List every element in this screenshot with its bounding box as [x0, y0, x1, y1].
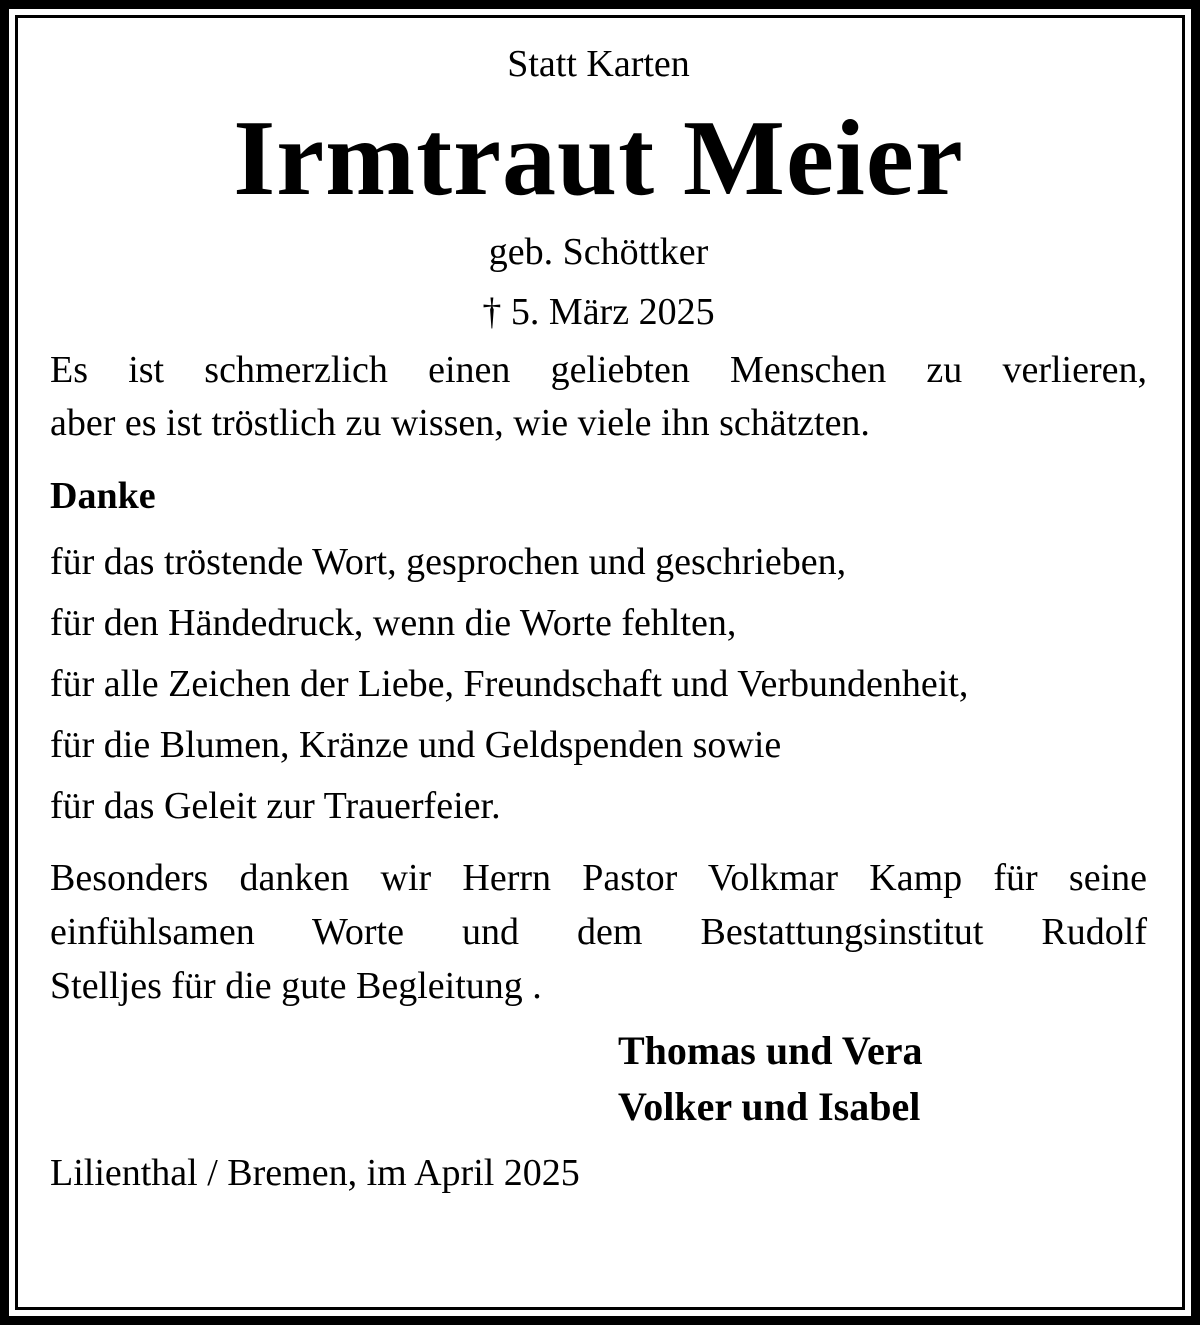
- intro-line-2: aber es ist tröstlich zu wissen, wie viele ihn schätzten.: [50, 402, 870, 444]
- danke-item: für den Händedruck, wenn die Worte fehlten,: [50, 602, 737, 644]
- special-thanks-line-3: Stelljes für die gute Begleitung .: [50, 965, 542, 1007]
- birth-name: geb. Schöttker: [488, 231, 709, 273]
- danke-item: für das tröstende Wort, gesprochen und geschrieben,: [50, 541, 847, 583]
- signature-line: Volker und Isabel: [618, 1084, 921, 1129]
- obituary-notice: [50, 40, 1147, 1197]
- death-date: † 5. März 2025: [482, 291, 715, 333]
- place-date: Lilienthal / Bremen, im April 2025: [50, 1152, 580, 1194]
- deceased-name: Irmtraut Meier: [233, 99, 964, 218]
- danke-item: für das Geleit zur Trauerfeier.: [50, 785, 501, 827]
- signature-line: Thomas und Vera: [618, 1028, 923, 1073]
- danke-item: für die Blumen, Kränze und Geldspenden sowie: [50, 724, 782, 766]
- signatures: [618, 1023, 1147, 1135]
- statt-karten-line: Statt Karten: [507, 43, 690, 85]
- special-thanks-line-1: Besonders danken wir Herrn Pastor Volkmar Kamp für seine: [50, 857, 1147, 899]
- special-thanks: [50, 851, 1147, 1013]
- danke-list: [50, 532, 1147, 837]
- special-thanks-line-2: einfühlsamen Worte und dem Bestattungsinstitut Rudolf: [50, 911, 1147, 953]
- intro-text: [50, 344, 1147, 450]
- intro-line-1: Es ist schmerzlich einen geliebten Menschen zu verlieren,: [50, 349, 1147, 391]
- danke-item: für alle Zeichen der Liebe, Freundschaft und Verbundenheit,: [50, 663, 969, 705]
- danke-heading: Danke: [50, 475, 156, 517]
